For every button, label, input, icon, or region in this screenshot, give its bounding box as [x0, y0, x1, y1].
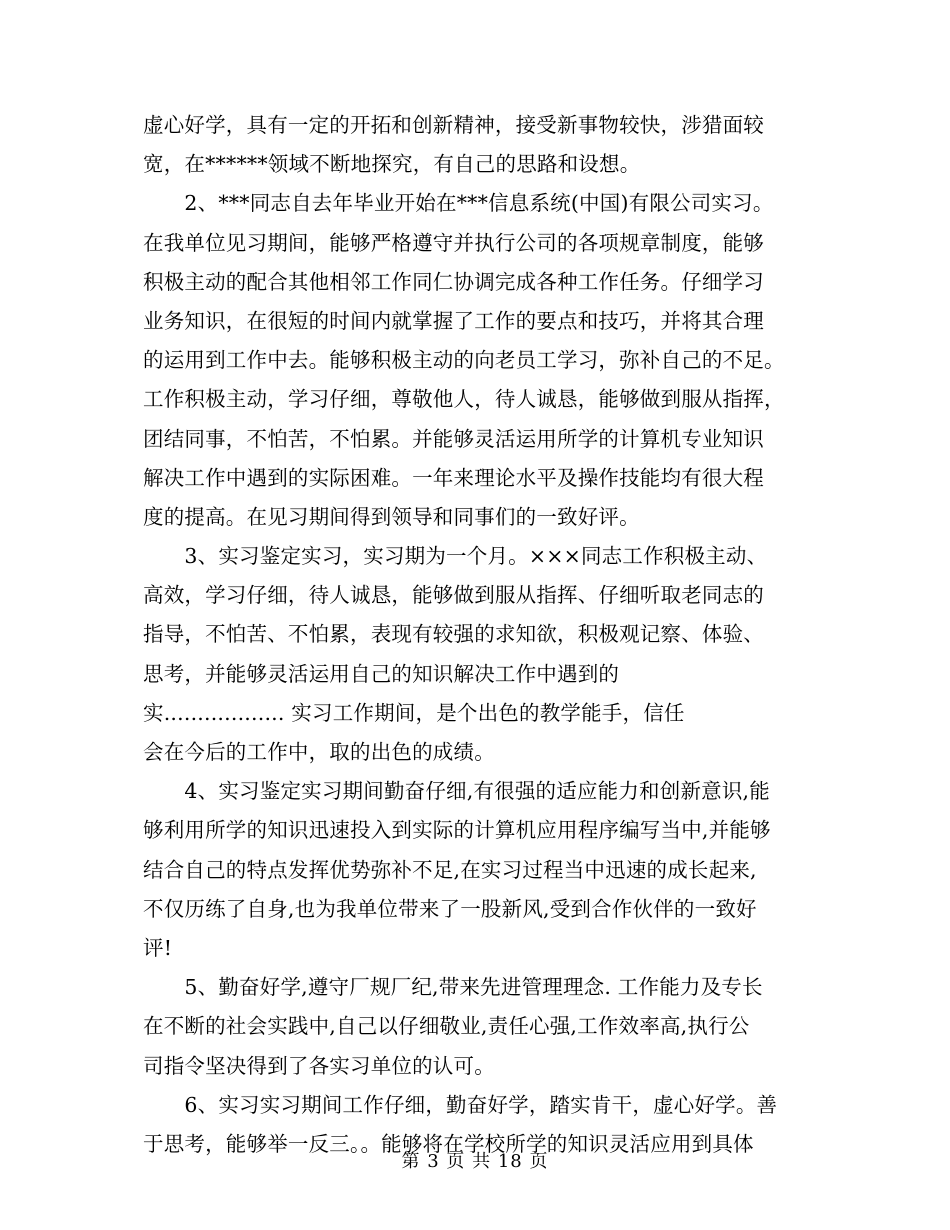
text-line: 虚心好学，具有一定的开拓和创新精神，接受新事物较快，涉猎面较 [143, 113, 764, 137]
text-line: 5、勤奋好学,遵守厂规厂纪,带来先进管理理念. 工作能力及专长 [143, 975, 763, 1000]
text-line: 在我单位见习期间，能够严格遵守并执行公司的各项规章制度，能够 [143, 230, 764, 255]
text-line: 评! [143, 935, 173, 960]
text-line: 高效，学习仔细，待人诚恳，能够做到服从指挥、仔细听取老同志的 [143, 583, 764, 608]
text-line: 度的提高。在见习期间得到领导和同事们的一致好评。 [143, 504, 640, 529]
text-line: 团结同事，不怕苦，不怕累。并能够灵活运用所学的计算机专业知识 [143, 426, 764, 451]
text-line: 2、***同志自去年毕业开始在***信息系统(中国)有限公司实习。 [143, 191, 774, 216]
text-line: 司指令坚决得到了各实习单位的认可。 [143, 1053, 495, 1078]
text-line: 会在今后的工作中，取的出色的成绩。 [143, 740, 495, 764]
text-line: 业务知识，在很短的时间内就掌握了工作的要点和技巧，并将其合理 [143, 308, 764, 333]
document-body [143, 106, 815, 1164]
text-line: 工作积极主动，学习仔细，尊敬他人，待人诚恳，能够做到服从指挥， [143, 387, 785, 412]
text-line: 实.................. 实习工作期间，是个出色的教学能手，信任 [143, 700, 685, 725]
page-number-footer: 第 3 页 共 18 页 [401, 1151, 549, 1172]
text-line: 4、实习鉴定实习期间勤奋仔细,有很强的适应能力和创新意识,能 [143, 779, 770, 804]
text-line: 6、实习实习期间工作仔细，勤奋好学，踏实肯干，虚心好学。善 [143, 1092, 778, 1117]
text-line: 3、实习鉴定实习，实习期为一个月。×××同志工作积极主动、 [143, 544, 768, 569]
text-line: 解决工作中遇到的实际困难。一年来理论水平及操作技能均有很大程 [143, 465, 764, 490]
text-line: 宽，在******领域不断地探究，有自己的思路和设想。 [143, 152, 641, 177]
text-line: 结合自己的特点发挥优势弥补不足,在实习过程当中迅速的成长起来, [143, 857, 757, 882]
text-line: 于思考，能够举一反三。。能够将在学校所学的知识灵活应用到具体 [143, 1131, 754, 1156]
text-line: 积极主动的配合其他相邻工作同仁协调完成各种工作任务。仔细学习 [143, 269, 764, 294]
text-line: 思考，并能够灵活运用自己的知识解决工作中遇到的 [143, 661, 620, 686]
text-line: 不仅历练了自身,也为我单位带来了一股新风,受到合作伙伴的一致好 [143, 896, 757, 921]
text-line: 的运用到工作中去。能够积极主动的向老员工学习，弥补自己的不足。 [143, 348, 785, 373]
text-line: 指导，不怕苦、不怕累，表现有较强的求知欲，积极观记察、体验、 [143, 622, 764, 647]
text-line: 在不断的社会实践中,自己以仔细敬业,责任心强,工作效率高,执行公 [143, 1014, 750, 1039]
text-line: 够利用所学的知识迅速投入到实际的计算机应用程序编写当中,并能够 [143, 818, 771, 843]
